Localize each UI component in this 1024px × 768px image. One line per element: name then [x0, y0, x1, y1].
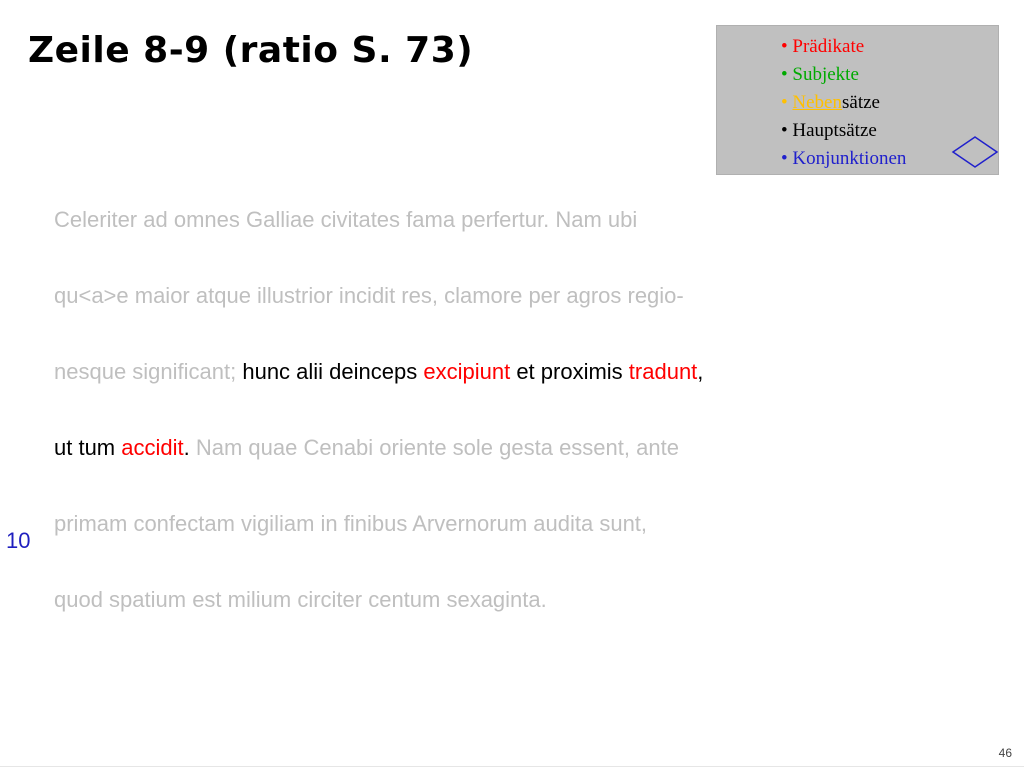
legend-bullet: • — [781, 64, 793, 85]
predicate-tradunt: tradunt — [628, 359, 698, 384]
color-legend — [716, 25, 999, 175]
footer-divider — [0, 766, 1024, 767]
text-segment-inactive: nesque significant; — [54, 359, 243, 384]
text-segment-inactive: quod spatium est milium circiter centum sexaginta. — [54, 587, 547, 612]
main-clause-punctuation: , — [697, 359, 704, 384]
legend-label-neben: Neben — [792, 92, 842, 113]
slide-title: Zeile 8-9 (ratio S. 73) — [28, 30, 474, 71]
line-number: 10 — [6, 528, 31, 553]
text-segment-inactive: Nam quae Cenabi oriente sole gesta essent, ante — [189, 435, 679, 460]
main-clause-punctuation: . — [183, 435, 190, 460]
legend-item-praedikate — [781, 33, 906, 61]
legend-item-hauptsaetze — [781, 117, 906, 145]
legend-item-nebensaetze — [781, 89, 906, 117]
text-segment-inactive: primam confectam vigiliam in finibus Arvernorum audita sunt, — [54, 511, 648, 536]
legend-item-konjunktionen — [781, 145, 906, 173]
predicate-accidit: accidit — [121, 435, 184, 460]
legend-bullet: • — [781, 148, 793, 169]
legend-label-saetze: sätze — [842, 92, 880, 113]
legend-bullet: • — [781, 92, 793, 113]
text-line-4 — [54, 430, 703, 506]
legend-label: Prädikate — [792, 36, 865, 57]
main-clause-text: ut tum — [54, 435, 122, 460]
main-clause-text: hunc alii deinceps — [242, 359, 424, 384]
main-clause-text: et proximis — [510, 359, 629, 384]
legend-list — [781, 33, 906, 173]
text-line-2 — [54, 278, 703, 354]
legend-bullet: • — [781, 36, 793, 57]
text-segment-inactive: qu<a>e maior atque illustrior incidit res, clamore per agros regio- — [54, 283, 684, 308]
text-line-5 — [54, 506, 703, 582]
text-line-3 — [54, 354, 703, 430]
legend-bullet: • — [781, 120, 793, 141]
page-number: 46 — [998, 746, 1012, 760]
legend-item-subjekte — [781, 61, 906, 89]
text-segment-inactive: Celeriter ad omnes Galliae civitates fama perfertur. Nam ubi — [54, 207, 638, 232]
text-line-1 — [54, 202, 703, 278]
legend-label: Hauptsätze — [792, 120, 877, 141]
legend-label: Subjekte — [792, 64, 859, 85]
latin-text — [54, 202, 703, 658]
text-line-6 — [54, 582, 703, 658]
predicate-excipiunt: excipiunt — [423, 359, 511, 384]
legend-label: Konjunktionen — [792, 148, 907, 169]
diamond-icon — [951, 135, 999, 169]
